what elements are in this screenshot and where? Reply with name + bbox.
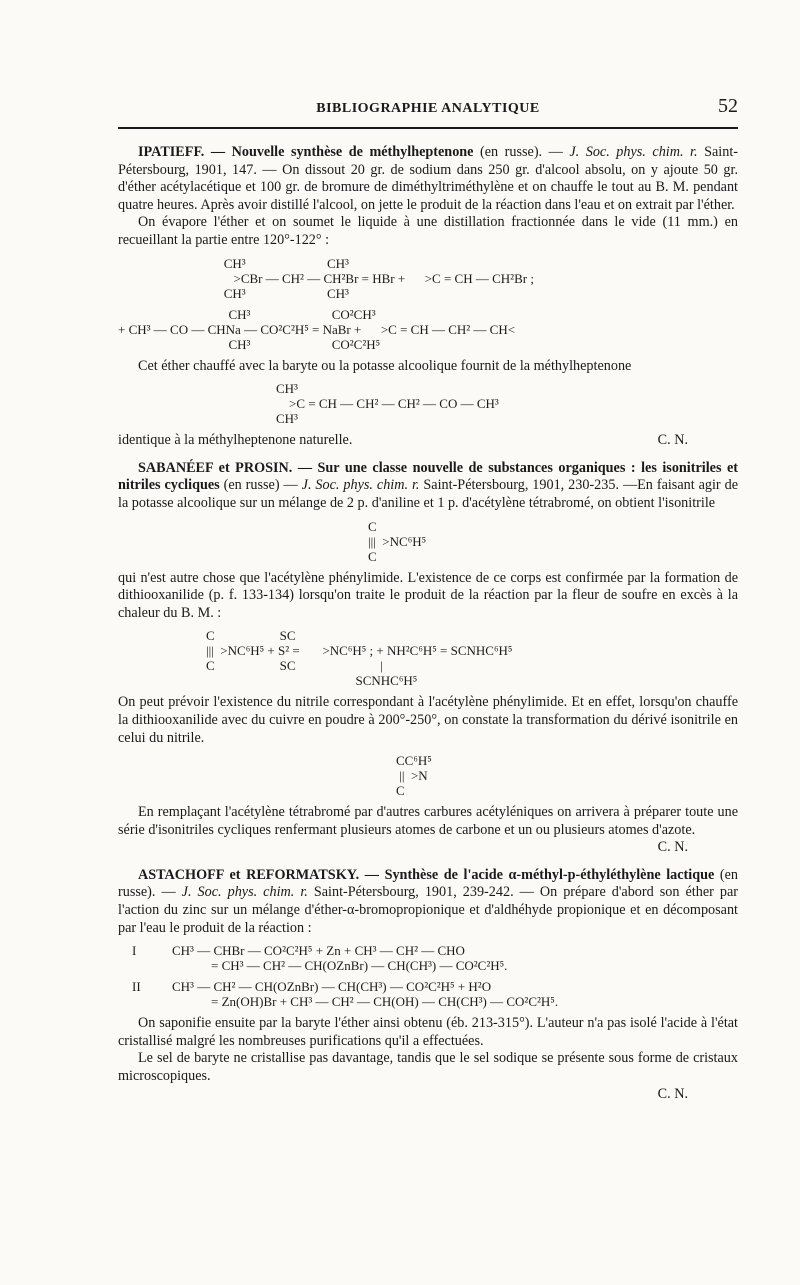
abstract-1-text: Saint-Pétersbourg, 1901, 147. — On dissout 20 gr. de sodium dans 250 gr. d'alcool absolu, on y ajoute 50 gr. d'éther acétylacétique et 100 gr. de bromure de diméthyltriméthylène et on chauffe le tout au B. M. pendant quatre heures. Après avoir distillé l'alcool, on jette le produit de la réaction dans l'eau et on extrait par l'éther. (118, 144, 738, 213)
abstract-1-intro (118, 144, 738, 214)
abstract-3-journal: J. Soc. phys. chim. r. (181, 884, 308, 901)
equation-II-number: II (132, 979, 141, 995)
abstract-2-para-4: En remplaçant l'acétylène tétrabromé par d'autres carbures acétyléniques on arrivera à préparer toute une série d'isonitriles cycliques renfermant plusieurs atomes de carbone et un ou plusieurs atomes d'azote. (118, 804, 738, 838)
article-body (118, 144, 738, 1103)
abstract-2-heading: SABANÉEF et PROSIN. — Sur une classe nouvelle de substances organiques : les isonitriles et nitriles cycliques (118, 459, 738, 494)
abstract-1-heading: IPATIEFF. — Nouvelle synthèse de méthylheptenone (138, 144, 474, 160)
equation-II: CH³ — CH² — CH(OZnBr) — CH(CH³) — CO²C²H⁵ + H²O = Zn(OH)Br + CH³ — CH² — CH(OH) — CH(CH³) — CO²C²H⁵. (172, 979, 559, 1010)
abstract-3-para-3: Le sel de baryte ne cristallise pas davantage, tandis que le sel sodique se présente sous forme de cristaux microscopiques. (118, 1050, 738, 1085)
abstract-3-text: Saint-Pétersbourg, 1901, 239-242. — On prépare d'abord son éther par l'action du zinc sur un mélange d'éther-α-bromopropionique et d'aldhéhyde propionique et en décomposant par l'eau le produit de la réaction : (118, 884, 738, 936)
equation-2: CH³ CO²CH³ + CH³ — CO — CHNa — CO²C²H⁵ = NaBr + >C = CH — CH² — CH< CH³ CO²C²H⁵ (118, 306, 516, 352)
header-title: BIBLIOGRAPHIE ANALYTIQUE (316, 101, 540, 116)
signature-2: C. N. (657, 839, 688, 856)
abstract-1-closing (118, 432, 738, 450)
abstract-2-intro (118, 460, 738, 513)
equation-3: CH³ >C = CH — CH² — CH² — CO — CH³ CH³ (276, 381, 499, 427)
equation-I-number: I (132, 943, 137, 959)
page-number: 52 (718, 95, 738, 117)
header-rule (118, 127, 738, 129)
equation-6: CC⁶H⁵ || >N C (396, 753, 432, 799)
signature-3: C. N. (657, 1085, 688, 1102)
abstract-2-journal: J. Soc. phys. chim. r. (301, 477, 420, 494)
abstract-1-para-4: identique à la méthylheptenone naturelle. (118, 432, 353, 449)
abstract-1-para-3: Cet éther chauffé avec la baryte ou la potasse alcoolique fournit de la méthylheptenone (138, 357, 632, 374)
equation-I-row (118, 943, 738, 973)
abstract-3-para-2: On saponifie ensuite par la baryte l'éther ainsi obtenu (éb. 213-315°). L'auteur n'a pas isolé l'acide à l'état cristallisé malgré les nombreuses purifications qu'il a effectuées. (118, 1015, 738, 1049)
equation-1: CH³ CH³ >CBr — CH² — CH²Br = HBr + >C = CH — CH²Br ; CH³ CH³ (223, 255, 534, 301)
abstract-3-intro (118, 867, 738, 937)
abstract-2-lang: (en russe) — (219, 477, 302, 494)
abstract-3-heading: ASTACHOFF et REFORMATSKY. — Synthèse de l'acide α-méthyl-p-éthyléthylène lactique (138, 866, 715, 883)
equation-I: CH³ — CHBr — CO²C²H⁵ + Zn + CH³ — CH² — CHO = CH³ — CH² — CH(OZnBr) — CH(CH³) — CO²C²H⁵. (172, 943, 508, 974)
abstract-1-lang: (en russe). — (473, 144, 570, 160)
running-header (118, 95, 738, 123)
abstract-1-journal: J. Soc. phys. chim. r. (569, 144, 698, 160)
equation-5: C SC ||| >NC⁶H⁵ + S² = >NC⁶H⁵ ; + NH²C⁶H⁵ = SCNHC⁶H⁵ C SC | SCNHC⁶H⁵ (206, 628, 513, 689)
abstract-2-para-3: On peut prévoir l'existence du nitrile correspondant à l'acétylène phénylimide. Et en effet, lorsqu'on chauffe la dithiooxanilide avec du cuivre en poudre à 200°-250°, on constate la transformation du dérivé isonitrile en celui du nitrile. (118, 694, 738, 746)
equation-4: C ||| >NC⁶H⁵ C (368, 518, 427, 564)
abstract-2-para-2: qui n'est autre chose que l'acétylène phénylimide. L'existence de ce corps est confirmée par la formation de dithiooxanilide (p. f. 133-134) lorsqu'on traite le produit de la réaction par la fleur de soufre en excès à la chaleur du B. M. : (118, 569, 738, 621)
abstract-2-text: Saint-Pétersbourg, 1901, 230-235. —En faisant agir de la potasse alcoolique sur un mélange de 2 p. d'aniline et 1 p. d'acétylène tétrabromé, on obtient l'isonitrile (118, 477, 738, 511)
equation-II-row (118, 979, 738, 1009)
abstract-1-para-2: On évapore l'éther et on soumet le liquide à une distillation fractionnée dans le vide (11 mm.) en recueillant la partie entre 120°-122° : (118, 214, 738, 248)
abstract-3-lang: (en russe). — (118, 866, 738, 901)
signature-1: C. N. (657, 432, 688, 449)
